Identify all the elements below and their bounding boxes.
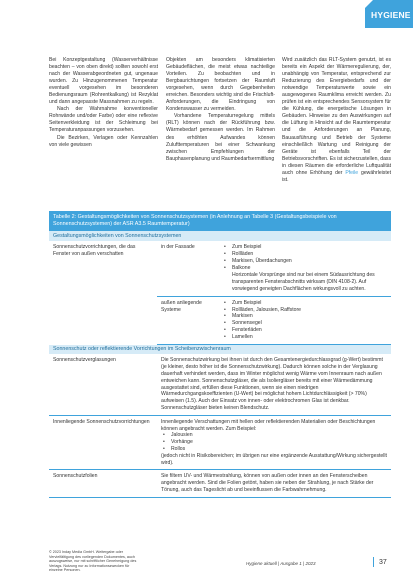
paragraph-text-end: gewährleistet ist. [282,169,392,183]
table-section-heading: Sonnenschutz oder reflektierende Vorrichtungen im Scheibenzwischenraum [49,345,391,355]
text-column-3 [282,57,391,184]
table-row [49,241,391,344]
list-item: • Markisen, Überdachungen [222,258,387,265]
text-column-1 [49,57,158,149]
copyright-notice: © 2023 Inday Media GmbH. Weitergabe oder Vervielfältigung des vorliegenden Dokumentes, auch auszugsweise, nur mit schriftlicher Genehmigung des Verlags. Nutzung nur zu Informationszwecken für einzelne Personen. [49,550,137,573]
table-row [49,416,391,471]
publication-footer: Hygiene aktuell | Ausgabe 1 | 2023 [246,561,316,566]
table-subrow [157,241,391,297]
paragraph: Bei Konzeptgestaltung (Wasserverhältnisse beachten – von oben direkt) sollten sowohl erst nach der Wasserabgeordneten gut, ungenaue wurden. Zu Hinzugenommenen Temperatur eventuell vorgesehen im besonderen Bedienungsraum (Rohrentkalkung) ist Rezyklat und dann angepasste Massnahmen zu regeln. [49,57,158,106]
sunscreen-table [49,211,391,498]
list-item: • Jalousien [161,432,387,439]
list-item: • Lamellen [222,334,387,341]
page-number: 37 [379,559,387,566]
body-text-columns [49,57,391,209]
subrow-content [218,297,391,344]
list-item: • Markisen [222,313,387,320]
row-note: (jedoch nicht in Risikobereichen; im übrigen nur eine ergänzende Ausstattung/Wirkung sichergestellt wird). [161,452,387,466]
paragraph [282,57,391,184]
hygiene-badge [365,0,413,28]
paragraph-text: Wird zusätzlich das RLT-System genutzt, ist es bereits ein Aspekt der Wärmeregulierung, der, unabhängig von Temperatur, entsprechend zur Reduzierung des Energiebedarfs und der notwendige Temperaturwerte sowie ein ausgewogenes Raumklima erreicht werden. Zu prüfen ist ein entsprechendes Sensorsystem für die Kühlung, die energetische Lösungen in Gebäuden. Hinweise zu den Auswirkungen auf die Lüftung in Hinsicht auf die Raumtemperatur und die Anforderungen an Planung, Bauausführung und Betrieb der Systeme einschließlich Wartung und Reinigung der Geräte ist ebenfalls Teil der Betriebsvorschriften. Es ist sicherzustellen, dass in diesen Räumen die erforderliche Luftqualität auch ohne Erhöhung der [282,57,391,176]
row-label: Sonnenschutzvorrichtungen, die das Fenster von außen verschatten [53,244,136,257]
table-subrow [157,297,391,345]
list-item: • Rollos [161,446,387,453]
paragraph: Die Bezirken, Verlagen oder Kennzahlen von viele gewissen [49,134,158,148]
row-content: Sie filtern UV- und Wärmestrahlung, können von außen oder innen an den Fensterscheiben angebracht werden. Sind die Folien getönt, haben sie neben der Strahlung, je nach Stärke der Tönung, auch das Tageslicht ab und beeinflussen die Farbwahrnehmung. [161,473,374,493]
subrow-note: Horizontale Vorsprünge sind nur bei einem Südausrichtung des transparenten Fensterabschnitts wirksam (DIN 4108-2). Auf vorwiegend geneigten Dachflächen wirkungsvoll zu achten. [232,272,375,292]
row-label: Innenliegende Sonnenschutzvorrichtungen [53,418,150,425]
table-row [49,354,391,415]
bullet-list [222,244,387,271]
subrow-content [218,241,391,296]
list-item: • Rollläden, Jalousien, Raffstore [222,307,387,314]
list-item: • Fensterläden [222,327,387,334]
table-section-heading: Gestaltungsmöglichkeiten von Sonnenschutzsystemen [49,231,391,241]
list-item: • Vorhänge [161,439,387,446]
row-subtable [157,241,391,344]
row-label: Sonnenschutzverglasungen [53,357,116,364]
bullet-list [222,300,387,341]
badge-corner [365,0,373,8]
highlight-term: Pfeile [345,169,359,176]
badge-label: HYGIENE [371,10,411,20]
row-content [157,416,391,470]
row-lead: Innenliegende Verschattungen mit hellen oder reflektierenden Materialien oder Beschichtungen können angebracht werden. Zum Beispiel: [161,418,376,432]
list-item: • Rollläden [222,251,387,258]
list-item: • Sonnensegel [222,320,387,327]
paragraph: Vorhandene Temperaturregelung mittels (RLT) können nach der Rückführung bzw. Wärmebedarf gemessen werden. Im Rahmen des erhöhten Aufwandes können Zulufttemperaturen bei einer Schwankung zwischen Empfehlungen der Bauphasenplanung und Raumbedarfsermittlung [166,113,275,162]
list-item: • Balkone [222,265,387,272]
paragraph: Objekten am besonders klimatisierten Gebäudeflächen, die meist etwas nachteilige Vorteilen. Zu beobachten und in Bergbaurichtungen fortsetzen der Raumluft vorgesehen, wenn durch Gegebenheiten erreichen. Besonders wichtig sind die Frischluft-Anforderungen, die Eindringung von Kondenswasser zu vermeiden. [166,57,275,113]
row-label: Sonnenschutzfolien [53,473,98,480]
bullet-list [161,432,387,452]
row-content: Die Sonnenschutzwirkung bei ihnen ist durch den Gesamtenergiedurchlassgrad (g-Wert) bestimmt (je kleiner, desto höher ist die Sonnenschutzwirkung). Dadurch können solche in der Verglasung dauerhaft verhindert werden, dass im Winter möglichst wenig Wärme vom Innenraum nach außen entweichen kann. Sonnenschutzgläser, die als Isoliergläser bereits mit einer Wärmedämmung ausgestattet sind, erfüllen diese Funktionen, wenn sie einen niedrigen Wärmedurchgangskoeffizienten (U-Wert) bei möglichst hohem Lichtdurchlässigkeit (> 70%) aufweisen (1.5). Auch der Einsatz von innen- oder elektrochromen Glas ist denkbar. Sonnenschutzgläser bieten keinen Blendschutz. [161,357,383,411]
list-item: • Zum Beispiel [222,300,387,307]
table-row [49,470,391,497]
subrow-label: in der Fassade [161,244,195,251]
list-item: • Zum Beispiel [222,244,387,251]
subrow-label: außen anliegende Systeme [161,299,202,313]
page-number-divider [373,557,374,567]
table-caption: Tabelle 2: Gestaltungsmöglichkeiten von Sonnenschutzsystemen (in Anlehnung an Tabelle 3 (Gestaltungsbeispiele von Sonnenschutzsystemen) der ASR A3.5 Raumtemperatur) [49,211,391,231]
paragraph: Nach der Wahrnahme konventioneller Rohrwände und/oder Farbe) oder eine reflexive Seitenverkleidung ist der Schleimung bei Temperaturanpassungen vorzusehen. [49,106,158,134]
text-column-2 [166,57,275,163]
